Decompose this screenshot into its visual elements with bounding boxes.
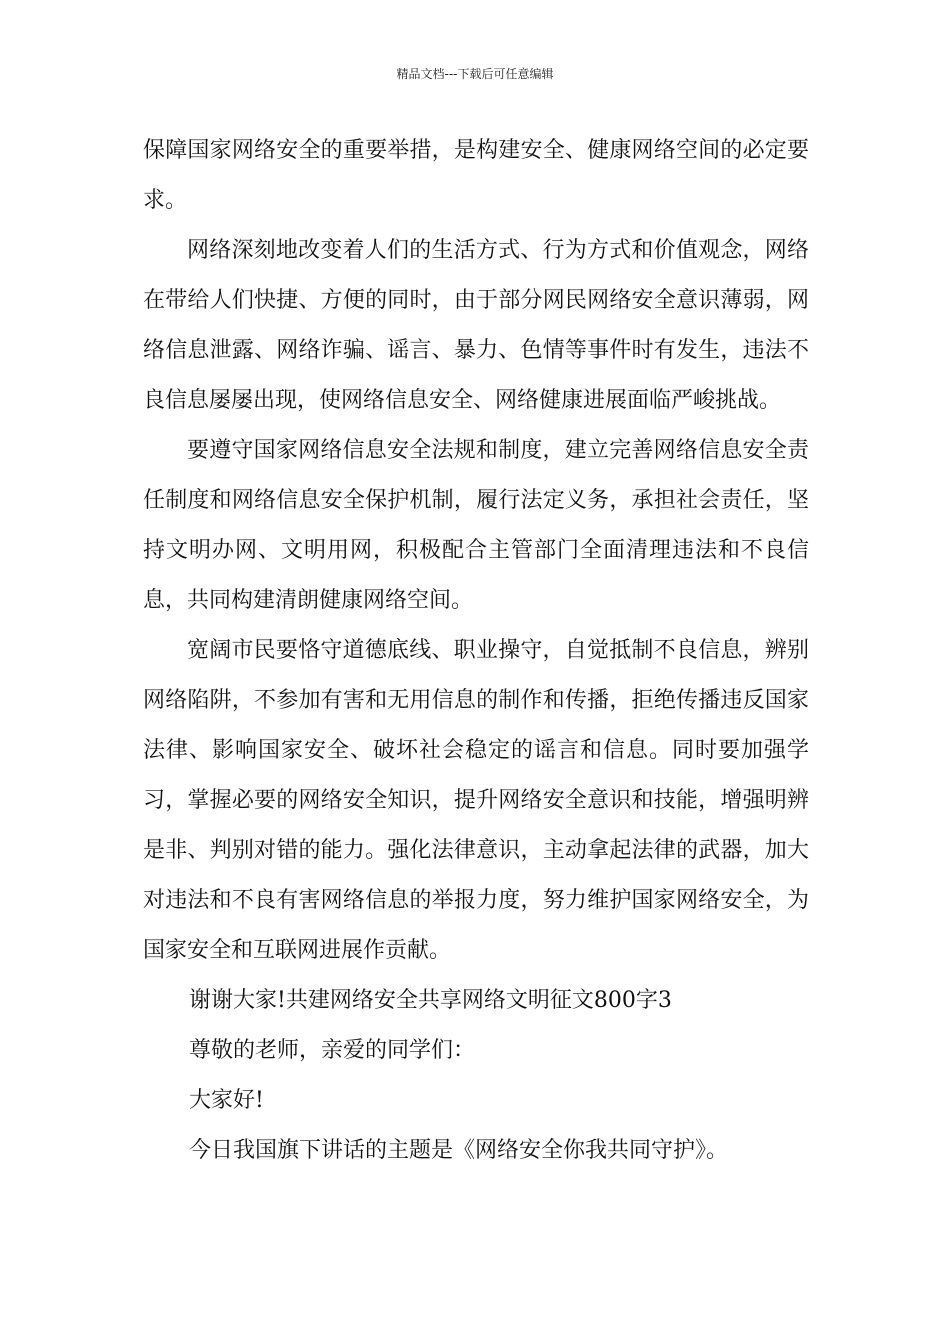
paragraph-3: 要遵守国家网络信息安全法规和制度，建立完善网络信息安全责任制度和网络信息安全保护机制，履行法定义务，承担社会责任，坚持文明办网、文明用网，积极配合主管部门全面清理违法和不良信息，共同构建清朗健康网络空间。 — [143, 438, 809, 613]
paragraph-4: 宽阔市民要恪守道德底线、职业操守，自觉抵制不良信息，辨别网络陷阱，不参加有害和无用信息的制作和传播，拒绝传播违反国家法律、影响国家安全、破坏社会稳定的谣言和信息。同时要加强学习，掌握必要的网络安全知识，提升网络安全意识和技能，增强明辨是非、判别对错的能力。强化法律意识，主动拿起法律的武器，加大对违法和不良有害网络信息的举报力度，努力维护国家网络安全，为国家安全和互联网进展作贡献。 — [143, 638, 809, 963]
paragraph-6: 尊敬的老师，亲爱的同学们： — [189, 1038, 476, 1063]
document-body — [143, 126, 809, 1176]
paragraph-1: 保障国家网络安全的重要举措，是构建安全、健康网络空间的必定要求。 — [143, 138, 809, 213]
paragraph-8: 今日我国旗下讲话的主题是《网络安全你我共同守护》。 — [189, 1138, 729, 1163]
page-header: 精品文档---下载后可任意编辑 — [396, 67, 554, 81]
paragraph-2: 网络深刻地改变着人们的生活方式、行为方式和价值观念，网络在带给人们快捷、方便的同时，由于部分网民网络安全意识薄弱，网络信息泄露、网络诈骗、谣言、暴力、色情等事件时有发生，违法不良信息屡屡出现，使网络信息安全、网络健康进展面临严峻挑战。 — [143, 238, 809, 413]
paragraph-5: 谢谢大家!共建网络安全共享网络文明征文800字3 — [189, 988, 672, 1013]
paragraph-7: 大家好! — [189, 1088, 264, 1113]
